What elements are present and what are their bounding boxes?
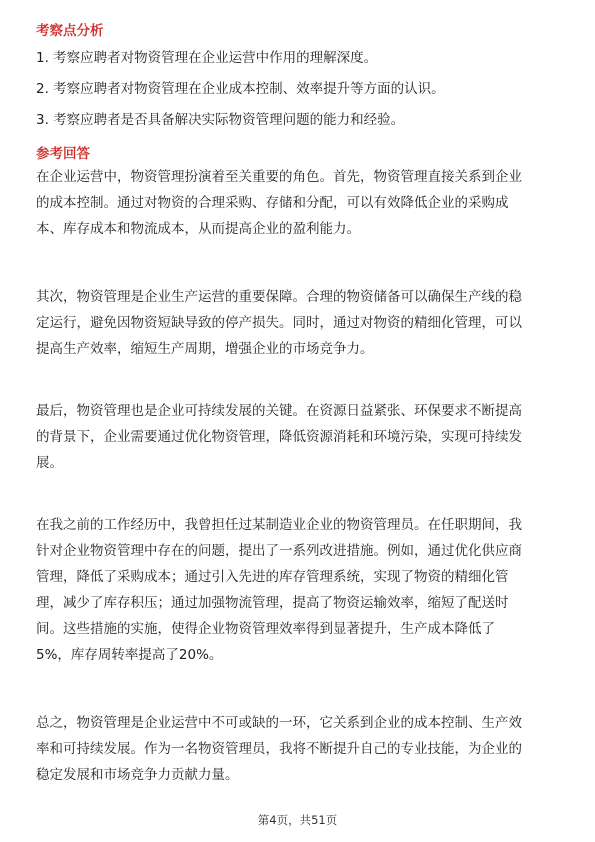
paragraph-line: 总之，物资管理是企业运营中不可或缺的一环，它关系到企业的成本控制、生产效	[36, 715, 522, 731]
page-number-footer: 第4页，共51页	[257, 813, 338, 827]
answer-paragraph-1	[36, 164, 556, 242]
paragraph-line: 本、库存成本和物流成本，从而提高企业的盈利能力。	[36, 221, 360, 237]
paragraph-line: 在我之前的工作经历中，我曾担任过某制造业企业的物资管理员。在任职期间，我	[36, 517, 522, 533]
answer-paragraph-2	[36, 284, 556, 362]
paragraph-line: 在企业运营中，物资管理扮演着至关重要的角色。首先，物资管理直接关系到企业	[36, 169, 522, 185]
paragraph-line: 针对企业物资管理中存在的问题，提出了一系列改进措施。例如，通过优化供应商	[36, 543, 522, 559]
analysis-item-3: 3. 考察应聘者是否具备解决实际物资管理问题的能力和经验。	[36, 112, 405, 128]
paragraph-line: 提高生产效率，缩短生产周期，增强企业的市场竞争力。	[36, 341, 374, 357]
answer-paragraph-5	[36, 710, 556, 788]
answer-paragraph-4	[36, 512, 556, 668]
paragraph-line: 间。这些措施的实施，使得企业物资管理效率得到显著提升，生产成本降低了	[36, 621, 495, 637]
paragraph-line: 展。	[36, 455, 63, 471]
analysis-heading: 考察点分析	[36, 23, 104, 39]
paragraph-line: 最后，物资管理也是企业可持续发展的关键。在资源日益紧张、环保要求不断提高	[36, 403, 522, 419]
paragraph-line: 其次，物资管理是企业生产运营的重要保障。合理的物资储备可以确保生产线的稳	[36, 289, 522, 305]
analysis-item-2: 2. 考察应聘者对物资管理在企业成本控制、效率提升等方面的认识。	[36, 81, 445, 97]
paragraph-line: 稳定发展和市场竞争力贡献力量。	[36, 767, 239, 783]
paragraph-line: 的成本控制。通过对物资的合理采购、存储和分配，可以有效降低企业的采购成	[36, 195, 509, 211]
paragraph-line: 的背景下，企业需要通过优化物资管理，降低资源消耗和环境污染，实现可持续发	[36, 429, 522, 445]
answer-paragraph-3	[36, 398, 556, 476]
answer-heading: 参考回答	[36, 146, 90, 162]
paragraph-line: 理，减少了库存积压；通过加强物流管理，提高了物资运输效率，缩短了配送时	[36, 595, 509, 611]
paragraph-line: 管理，降低了采购成本；通过引入先进的库存管理系统，实现了物资的精细化管	[36, 569, 509, 585]
paragraph-line: 定运行，避免因物资短缺导致的停产损失。同时，通过对物资的精细化管理，可以	[36, 315, 522, 331]
analysis-item-1: 1. 考察应聘者对物资管理在企业运营中作用的理解深度。	[36, 50, 378, 66]
paragraph-line: 率和可持续发展。作为一名物资管理员，我将不断提升自己的专业技能，为企业的	[36, 741, 522, 757]
paragraph-line: 5%，库存周转率提高了20%。	[36, 647, 223, 663]
